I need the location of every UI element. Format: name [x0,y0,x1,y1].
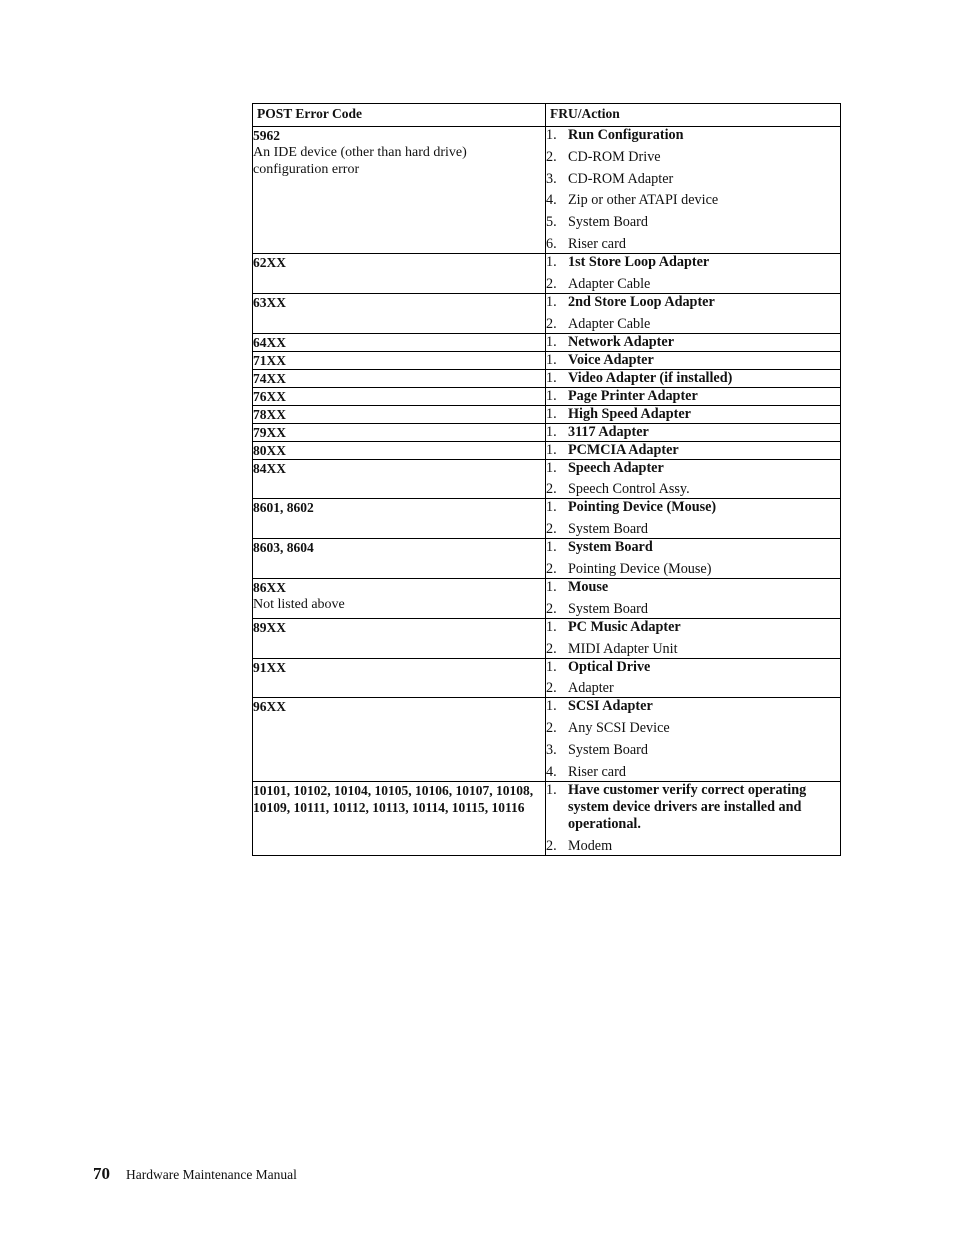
table-row [253,459,841,499]
fru-action-list [546,254,840,293]
fru-action-item [546,698,840,715]
fru-action-list [546,460,840,499]
item-number: 1. [546,658,557,675]
fru-action-item [546,680,840,697]
error-code: 79XX [253,424,286,440]
fru-action-list [546,424,840,441]
item-text: Any SCSI Device [568,720,670,737]
fru-action-item [546,539,840,556]
error-code: 78XX [253,406,286,422]
error-code-cell [253,578,546,618]
table-row [253,781,841,855]
item-number: 2. [546,640,557,657]
fru-action-item [546,214,840,231]
error-description: Not listed above [253,596,345,612]
item-number: 4. [546,763,557,780]
error-code-cell [253,333,546,351]
page-footer [93,1163,297,1185]
item-text: Pointing Device (Mouse) [568,499,717,516]
item-text: Adapter Cable [568,275,651,292]
error-code-cell [253,423,546,441]
item-text: Run Configuration [568,127,684,143]
error-code-cell [253,658,546,698]
item-text: System Board [568,521,648,538]
table-row [253,405,841,423]
fru-action-list [546,294,840,333]
error-code-cell [253,387,546,405]
error-code-cell [253,351,546,369]
table-row [253,387,841,405]
item-number: 1. [546,293,557,310]
table-row [253,658,841,698]
item-number: 1. [546,405,557,422]
fru-action-item [546,254,840,271]
error-code: 96XX [253,699,286,715]
fru-action-cell [546,405,841,423]
fru-action-list [546,619,840,658]
fru-action-cell [546,369,841,387]
fru-action-item [546,171,840,188]
item-number: 3. [546,170,557,187]
fru-action-item [546,316,840,333]
item-number: 1. [546,578,557,595]
item-number: 1. [546,499,557,516]
error-code: 74XX [253,370,286,386]
item-text: Optical Drive [568,658,651,675]
item-number: 1. [546,253,557,270]
fru-action-cell [546,441,841,459]
fru-action-item [546,742,840,759]
error-code-cell [253,253,546,293]
manual-title: Hardware Maintenance Manual [126,1167,297,1182]
table-row [253,351,841,369]
fru-action-cell [546,578,841,618]
fru-action-cell [546,539,841,579]
item-text: Video Adapter (if installed) [568,369,733,386]
item-number: 1. [546,369,557,386]
fru-action-list [546,388,840,405]
item-text: SCSI Adapter [568,698,653,715]
item-text: Voice Adapter [568,351,654,368]
item-text: System Board [568,539,653,556]
item-text: PCMCIA Adapter [568,441,679,458]
item-number: 1. [546,423,557,440]
item-number: 2. [546,315,557,332]
item-text: MIDI Adapter Unit [568,640,678,657]
item-text: Adapter [568,680,614,697]
error-code: 86XX [253,579,286,595]
fru-action-cell [546,459,841,499]
fru-action-item [546,406,840,423]
error-code-cell [253,369,546,387]
item-number: 2. [546,481,557,498]
fru-action-item [546,764,840,781]
fru-action-cell [546,698,841,781]
error-code: 64XX [253,334,286,350]
table-row [253,293,841,333]
item-text: CD-ROM Drive [568,148,661,165]
item-number: 1. [546,459,557,476]
item-number: 1. [546,351,557,368]
item-number: 2. [546,275,557,292]
fru-action-list [546,782,840,855]
fru-action-list [546,334,840,351]
fru-action-item [546,601,840,618]
error-code: 8601, 8602 [253,500,314,516]
item-text: System Board [568,600,648,617]
item-number: 2. [546,680,557,697]
error-code: 91XX [253,659,286,675]
item-text: Speech Adapter [568,459,664,476]
item-text: 1st Store Loop Adapter [568,253,710,270]
fru-action-cell [546,658,841,698]
fru-action-item [546,294,840,311]
fru-action-list [546,499,840,538]
page-number: 70 [93,1164,110,1183]
item-text: 3117 Adapter [568,423,649,440]
fru-action-item [546,424,840,441]
fru-action-item [546,442,840,459]
item-number: 1. [546,539,557,556]
item-number: 2. [546,600,557,617]
table-row [253,578,841,618]
fru-action-cell [546,127,841,254]
item-number: 3. [546,741,557,758]
fru-action-cell [546,333,841,351]
table-row [253,127,841,254]
error-description: An IDE device (other than hard drive) configuration error [253,145,467,177]
error-code-cell [253,781,546,855]
item-text: CD-ROM Adapter [568,170,674,187]
table-row [253,499,841,539]
table-row [253,423,841,441]
item-number: 6. [546,235,557,252]
table-row [253,369,841,387]
fru-action-cell [546,423,841,441]
error-code-cell [253,459,546,499]
item-text: Zip or other ATAPI device [568,192,719,209]
fru-action-cell [546,618,841,658]
fru-action-item [546,276,840,293]
item-text: Riser card [568,763,626,780]
fru-action-item [546,236,840,253]
fru-action-item [546,192,840,209]
item-number: 2. [546,720,557,737]
fru-action-list [546,698,840,780]
table-header-row [253,104,841,127]
fru-action-item [546,481,840,498]
error-code: 10101, 10102, 10104, 10105, 10106, 10107, 10108, 10109, 10111, 10112, 10113, 10114, 10115, 10116 [253,782,534,815]
fru-action-item [546,352,840,369]
fru-action-list [546,352,840,369]
error-code-cell [253,499,546,539]
fru-action-item [546,499,840,516]
table-row [253,253,841,293]
fru-action-cell [546,253,841,293]
error-code: 84XX [253,460,286,476]
item-number: 1. [546,333,557,350]
item-text: Have customer verify correct operating system device drivers are installed and operational. [568,781,807,832]
item-text: System Board [568,214,648,231]
item-number: 2. [546,148,557,165]
item-text: Network Adapter [568,333,674,350]
item-text: Speech Control Assy. [568,481,690,498]
fru-action-list [546,406,840,423]
item-number: 1. [546,781,557,798]
fru-action-item [546,460,840,477]
error-code-cell [253,293,546,333]
item-text: 2nd Store Loop Adapter [568,293,715,310]
item-number: 2. [546,560,557,577]
table-row [253,333,841,351]
fru-action-cell [546,293,841,333]
fru-action-item [546,579,840,596]
error-code: 76XX [253,388,286,404]
table-row [253,539,841,579]
fru-action-item [546,720,840,737]
table-row [253,441,841,459]
item-number: 1. [546,441,557,458]
item-text: Riser card [568,235,626,252]
fru-action-list [546,442,840,459]
fru-action-item [546,149,840,166]
item-number: 1. [546,698,557,715]
error-code-cell [253,539,546,579]
column-header-action: FRU/Action [546,104,841,127]
fru-action-item [546,561,840,578]
table-row [253,618,841,658]
error-code: 63XX [253,294,286,310]
item-text: System Board [568,741,648,758]
table-row [253,698,841,781]
item-number: 1. [546,387,557,404]
column-header-code: POST Error Code [253,104,546,127]
item-text: Adapter Cable [568,315,651,332]
fru-action-item [546,370,840,387]
table-body [253,127,841,856]
error-code: 62XX [253,254,286,270]
fru-action-item [546,388,840,405]
fru-action-cell [546,499,841,539]
error-code-cell [253,405,546,423]
post-error-table [252,103,841,856]
item-number: 2. [546,837,557,854]
fru-action-item [546,641,840,658]
fru-action-item [546,334,840,351]
error-code-cell [253,618,546,658]
item-number: 5. [546,214,557,231]
fru-action-item [546,782,840,833]
error-code-cell [253,698,546,781]
item-text: Mouse [568,578,609,595]
error-code-cell [253,441,546,459]
fru-action-item [546,127,840,144]
fru-action-cell [546,351,841,369]
fru-action-item [546,659,840,676]
fru-action-item [546,521,840,538]
fru-action-item [546,619,840,636]
error-code-cell [253,127,546,254]
fru-action-list [546,127,840,253]
fru-action-list [546,370,840,387]
item-number: 1. [546,618,557,635]
fru-action-list [546,539,840,578]
fru-action-list [546,579,840,618]
item-text: Page Printer Adapter [568,387,698,404]
error-code: 89XX [253,619,286,635]
item-text: PC Music Adapter [568,618,681,635]
fru-action-cell [546,387,841,405]
fru-action-cell [546,781,841,855]
item-number: 4. [546,192,557,209]
item-text: Modem [568,837,613,854]
error-code: 71XX [253,352,286,368]
error-code: 80XX [253,442,286,458]
error-code: 8603, 8604 [253,540,314,556]
item-text: High Speed Adapter [568,405,691,422]
item-text: Pointing Device (Mouse) [568,560,712,577]
error-code: 5962 [253,128,280,143]
item-number: 2. [546,521,557,538]
item-number: 1. [546,127,557,143]
fru-action-item [546,838,840,855]
fru-action-list [546,659,840,698]
